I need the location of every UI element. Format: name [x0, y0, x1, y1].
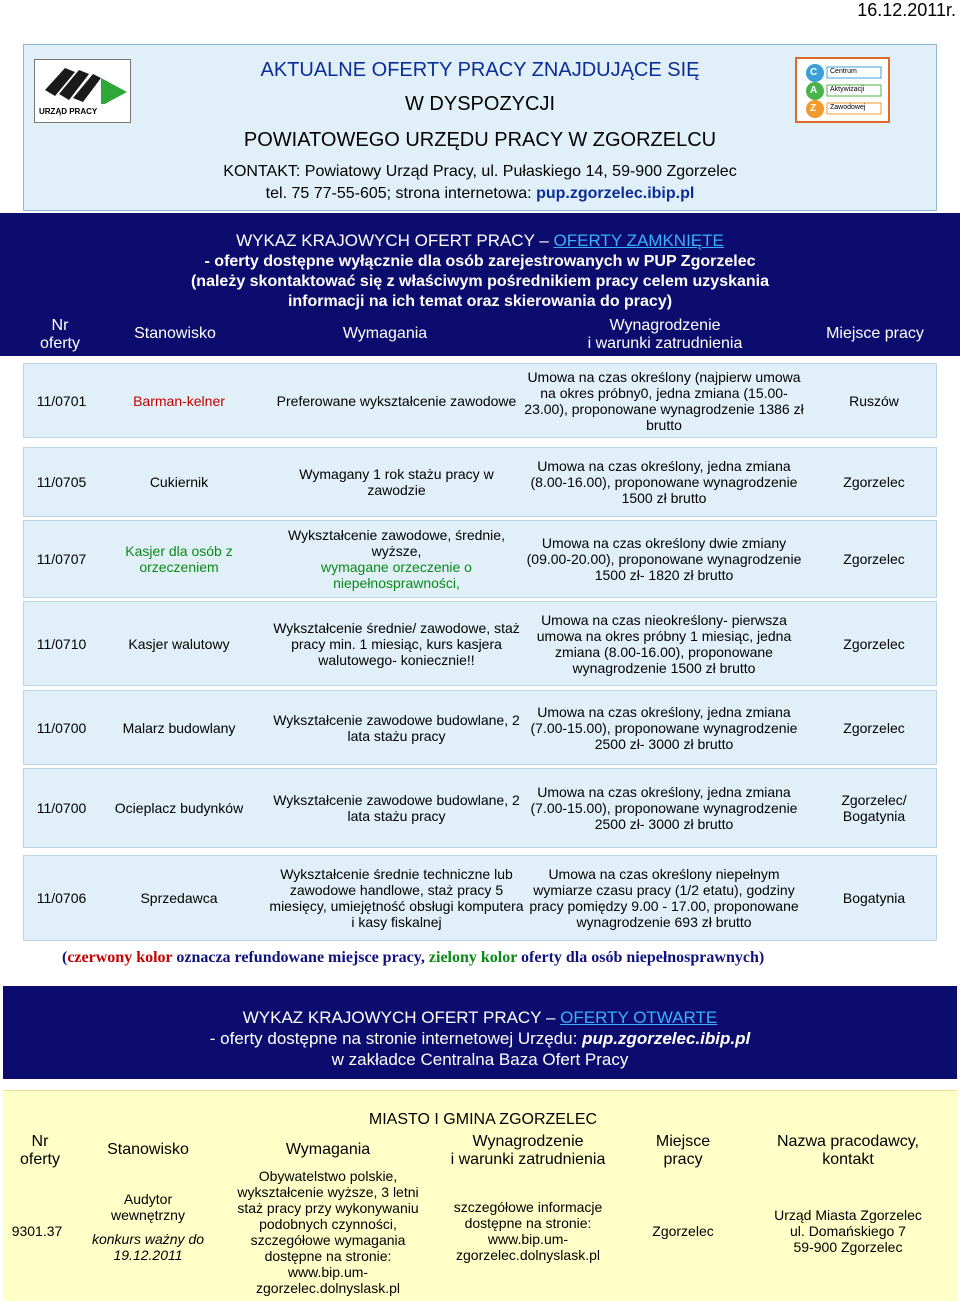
open-col-header-pay-2: i warunki zatrudnienia: [450, 1151, 606, 1168]
open-col-header-nr-2: oferty: [19, 1151, 60, 1168]
table-row: [23, 601, 937, 686]
open-offer-employer-line: 59-900 Zgorzelec: [793, 1239, 903, 1255]
offer-requirements: Wymagany 1 rok stażu pracy w zawodzie: [299, 466, 494, 498]
open-col-header-pay-1: Wynagrodzenie: [472, 1133, 584, 1150]
offer-position: Sprzedawca: [140, 890, 218, 906]
open-offer-nr: 9301.37: [11, 1223, 63, 1239]
table-row: [23, 363, 937, 438]
open-offer-req-line: podobnych czynności,: [259, 1216, 397, 1232]
page-title-line3: POWIATOWEGO URZĘDU PRACY W ZGORZELCU: [243, 129, 717, 151]
col-header-place: Miejsce pracy: [826, 325, 924, 342]
caz-logo: [795, 57, 890, 123]
contact-line: [24, 163, 936, 181]
closed-note-1: - oferty dostępne wyłącznie dla osób zarejestrowanych w PUP Zgorzelec: [204, 253, 756, 270]
open-offer-pay: [443, 1199, 613, 1263]
col-header-pay-2: i warunki zatrudnienia: [587, 335, 743, 352]
page-title-line2: W DYSPOZYCJI: [404, 93, 555, 115]
open-offer-position: [83, 1191, 213, 1263]
offer-nr: 11/0706: [36, 890, 87, 906]
open-website-link[interactable]: pup.zgorzelec.ibip.pl: [582, 1029, 751, 1048]
offer-position: Malarz budowlany: [122, 719, 236, 736]
open-offer-position-2: wewnętrzny: [111, 1207, 185, 1223]
offer-requirements-part-2: wymagane orzeczenie o niepełnosprawności,: [321, 559, 472, 591]
offer-pay: Umowa na czas określony, jedna zmiana (8.00-16.00), proponowane wynagrodzenie 1500 zł brutto: [530, 458, 798, 506]
open-offer-employer: [763, 1207, 933, 1255]
offer-place: Zgorzelec: [843, 635, 905, 652]
open-col-header-employer-2: kontakt: [822, 1151, 874, 1168]
open-offer-deadline-2: 19.12.2011: [113, 1247, 183, 1263]
caz-letter-c: C: [810, 67, 818, 78]
open-offer-pay-line: szczegółowe informacje: [453, 1199, 603, 1215]
open-offer-req-line: wykształcenie wyższe, 3 letni: [237, 1184, 419, 1200]
open-offer-pay-line: dostępne na stronie:: [464, 1215, 592, 1231]
open-col-header-place-2: pracy: [663, 1151, 703, 1168]
open-note-2: w zakładce Centralna Baza Ofert Pracy: [331, 1050, 629, 1069]
offer-nr: 11/0707: [36, 551, 87, 567]
open-offer-req-line: staż pracy przy wykonywaniu: [237, 1200, 419, 1216]
col-header-requirements: Wymagania: [342, 325, 428, 342]
open-col-header-pay: [428, 1133, 628, 1169]
offer-position: Barman-kelner: [133, 392, 225, 409]
open-col-header-place-1: Miejsce: [655, 1133, 711, 1150]
open-offers-label: OFERTY OTWARTE: [560, 1008, 718, 1027]
table-row: [23, 447, 937, 517]
table-row: [23, 855, 937, 941]
offer-nr: 11/0701: [36, 392, 87, 409]
open-offer-req-line: zgorzelec.dolnyslask.pl: [256, 1280, 400, 1296]
offer-place: Ruszów: [849, 392, 899, 409]
offer-pay: Umowa na czas określony niepełnym wymiarze czasu pracy (1/2 etatu), godziny pracy pomiędzy 9.00 - 17.00, proponowane wynagrodzenie 693 zł brutto: [529, 866, 799, 930]
col-header-nr: [35, 317, 85, 353]
open-offer-pay-line: www.bip.um-: [487, 1231, 569, 1247]
open-offer-deadline-1: konkurs ważny do: [91, 1231, 205, 1247]
offer-place: Zgorzelec/ Bogatynia: [841, 792, 907, 824]
table-row: [23, 768, 937, 848]
offer-pay: Umowa na czas określony (najpierw umowa na okres próbny0, jedna zmiana (15.00-23.00), proponowane wynagrodzenie 1386 zł brutto: [524, 368, 804, 433]
open-offer-req-line: dostępne na stronie:: [264, 1248, 392, 1264]
open-offers-title: [3, 1008, 957, 1028]
col-header-position: Stanowisko: [134, 325, 216, 342]
closed-offers-label: OFERTY ZAMKNIĘTE: [553, 231, 724, 250]
open-col-header-nr-1: Nr: [31, 1133, 49, 1150]
offer-position: Kasjer walutowy: [128, 635, 230, 652]
offer-requirements: Wykształcenie średnie/ zawodowe, staż pracy min. 1 miesiąc, kurs kasjera walutowego- koniecznie!!: [273, 619, 520, 668]
header-box: [23, 44, 937, 211]
caz-letter-z: Z: [810, 103, 817, 114]
col-header-pay-1: Wynagrodzenie: [609, 317, 721, 334]
closed-note-3: informacji na ich temat oraz skierowania do pracy): [287, 293, 673, 310]
open-col-header-place: [643, 1133, 723, 1169]
legend-red: czerwony kolor: [67, 949, 173, 966]
offer-nr: 11/0710: [36, 635, 87, 652]
open-offer-employer-line: ul. Domańskiego 7: [790, 1223, 906, 1239]
open-col-header-employer-1: Nazwa pracodawcy,: [777, 1133, 919, 1150]
offer-requirements-part-1: Wykształcenie zawodowe, średnie, wyższe,: [288, 527, 505, 559]
offer-position: Kasjer dla osób z orzeczeniem: [125, 543, 233, 575]
closed-offers-title: [0, 231, 960, 251]
offer-place: Zgorzelec: [843, 551, 905, 567]
open-offer-req-line: Obywatelstwo polskie,: [258, 1168, 398, 1184]
contact-label: KONTAKT:: [223, 163, 301, 180]
caz-item-3: Zawodowej: [830, 104, 866, 111]
section-title: MIASTO I GMINA ZGORZELEC: [368, 1111, 598, 1128]
offer-position: Cukiernik: [149, 474, 209, 490]
open-offer-req-line: szczegółowe wymagania: [250, 1232, 406, 1248]
open-offer-employer-line: Urząd Miasta Zgorzelec: [774, 1207, 922, 1223]
offer-requirements: Preferowane wykształcenie zawodowe: [276, 392, 517, 409]
open-col-header-nr: [15, 1133, 65, 1169]
offer-place: Zgorzelec: [843, 719, 905, 736]
page-title: AKTUALNE OFERTY PRACY ZNAJDUJĄCE SIĘ: [260, 59, 700, 81]
offer-nr: 11/0700: [36, 800, 87, 816]
open-title-text: WYKAZ KRAJOWYCH OFERT PRACY –: [242, 1008, 561, 1027]
open-offers-table: [3, 1090, 957, 1301]
offer-position: Ocieplacz budynków: [114, 800, 244, 816]
open-offer-requirements: [228, 1168, 428, 1296]
table-row: [23, 520, 937, 598]
open-note-text: - oferty dostępne na stronie internetowej Urzędu:: [209, 1029, 583, 1048]
legend-end: oferty dla osób niepełnosprawnych): [517, 949, 765, 966]
contact-line-2: [24, 185, 936, 203]
open-offer-req-line: www.bip.um-: [287, 1264, 369, 1280]
offer-pay: Umowa na czas określony, jedna zmiana (7.00-15.00), proponowane wynagrodzenie 2500 zł- 3000 zł brutto: [530, 703, 798, 752]
offer-place: Zgorzelec: [843, 474, 905, 490]
offer-pay: Umowa na czas określony, jedna zmiana (7.00-15.00), proponowane wynagrodzenie 2500 zł- 3000 zł brutto: [530, 784, 798, 832]
caz-item-1: Centrum: [830, 68, 857, 75]
offer-requirements: Wykształcenie średnie techniczne lub zawodowe handlowe, staż pracy 5 miesięcy, umiejętność obsługi komputera i kasy fiskalnej: [269, 866, 524, 930]
offer-requirements: Wykształcenie zawodowe budowlane, 2 lata stażu pracy: [273, 792, 520, 824]
offer-nr: 11/0700: [36, 719, 87, 736]
closed-title-text: WYKAZ KRAJOWYCH OFERT PRACY –: [236, 231, 554, 250]
col-header-pay: [560, 317, 770, 353]
open-col-header-requirements: Wymagania: [285, 1141, 371, 1158]
offer-requirements: [269, 521, 524, 597]
caz-item-2: Aktywizacji: [830, 86, 865, 93]
legend-paren: (: [62, 949, 68, 966]
offer-pay: Umowa na czas określony dwie zmiany (09.00-20.00), proponowane wynagrodzenie 1500 zł- 1820 zł brutto: [526, 535, 802, 583]
open-offer-place: Zgorzelec: [652, 1223, 714, 1239]
open-offers-header: [3, 986, 957, 1079]
col-header-nr-2: oferty: [39, 335, 80, 352]
offer-nr: 11/0705: [36, 474, 87, 490]
color-legend: [62, 949, 764, 967]
contact-phone-text: tel. 75 77-55-605; strona internetowa:: [265, 185, 532, 202]
legend-green: zielony kolor: [428, 949, 518, 966]
legend-mid: oznacza refundowane miejsce pracy,: [172, 949, 429, 966]
offer-pay: Umowa na czas nieokreślony- pierwsza umowa na okres próbny 1 miesiąc, jedna zmiana (8.00-16.00), proponowane wynagrodzenie 1500 zł brutto: [536, 611, 792, 676]
open-offer-position-1: Audytor: [123, 1191, 173, 1207]
contact-text: Powiatowy Urząd Pracy, ul. Pułaskiego 14, 59-900 Zgorzelec: [304, 163, 737, 180]
open-offer-pay-line: zgorzelec.dolnyslask.pl: [456, 1247, 600, 1263]
open-col-header-position: Stanowisko: [107, 1141, 189, 1158]
col-header-nr-1: Nr: [51, 317, 69, 334]
table-row: [23, 690, 937, 765]
open-col-header-employer: [763, 1133, 933, 1169]
open-note-1: [3, 1029, 957, 1049]
caz-letter-a: A: [810, 85, 818, 96]
document-date: 16.12.2011r.: [857, 0, 956, 20]
offer-place: Bogatynia: [842, 890, 906, 906]
offer-requirements: Wykształcenie zawodowe budowlane, 2 lata stażu pracy: [273, 711, 520, 744]
closed-offers-header: [0, 213, 960, 356]
website-link[interactable]: pup.zgorzelec.ibip.pl: [536, 185, 695, 202]
logo-left-caption: URZĄD PRACY: [39, 107, 98, 116]
closed-note-2: (należy skontaktować się z właściwym pośrednikiem pracy celem uzyskania: [190, 273, 770, 290]
